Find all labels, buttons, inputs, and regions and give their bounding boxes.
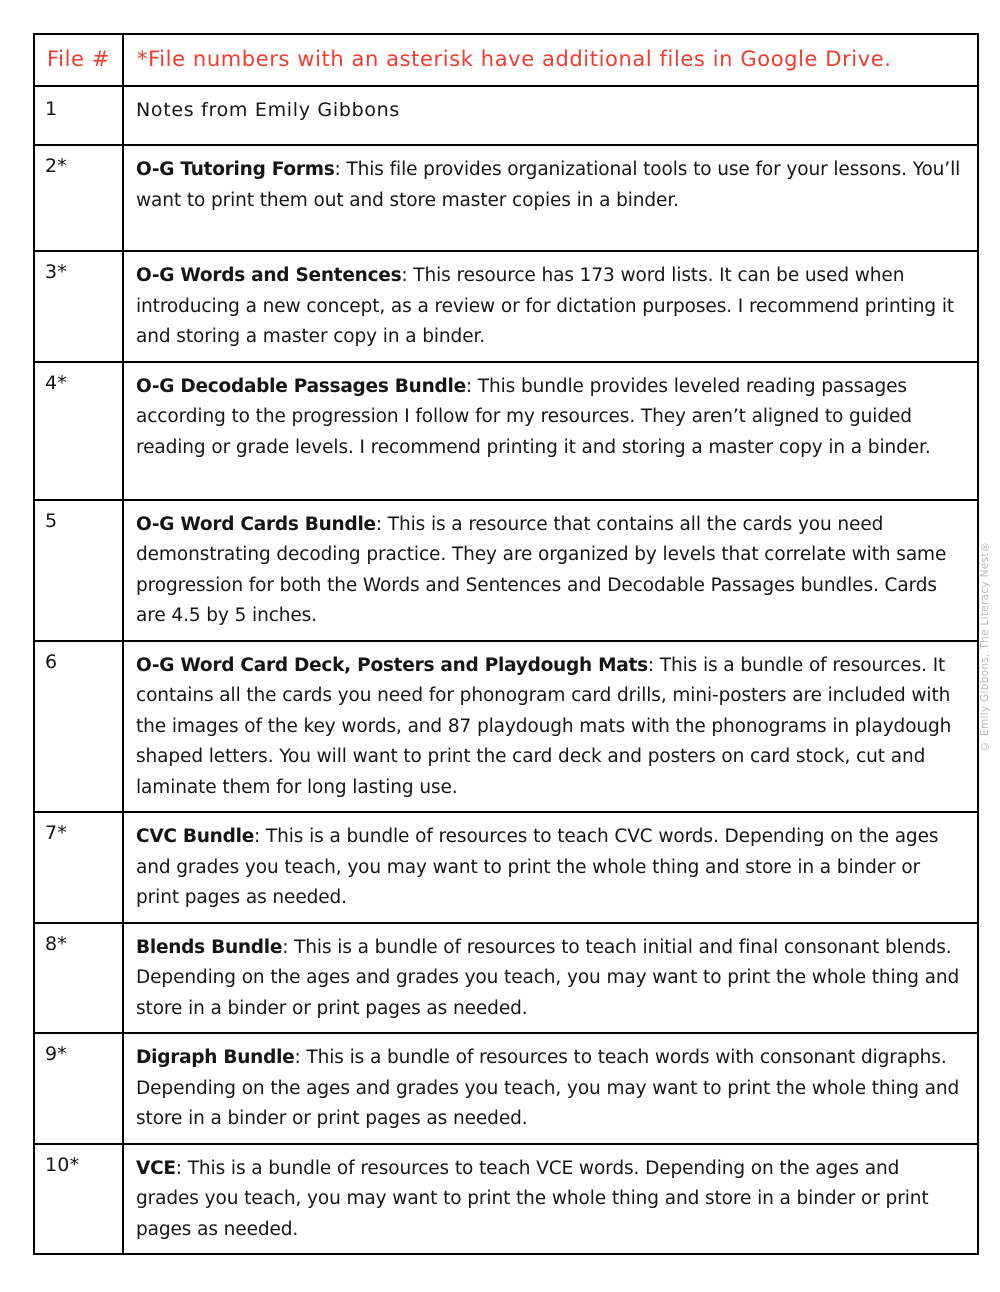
header-file-number-label: File # (47, 47, 111, 71)
row-description-cell (123, 1033, 978, 1144)
row-description-cell (123, 145, 978, 251)
row-number: 7* (45, 822, 67, 844)
row-number-cell (34, 812, 123, 923)
row-description-cell (123, 362, 978, 500)
row-label: O-G Words and Sentences (136, 265, 402, 286)
row-body-text: This is a bundle of resources to teach initial and final consonant blends. Depending on the ages and grades you teach, you may want to print the whole thing and store in a binder or print pages as needed. (136, 936, 960, 1019)
row-label-separator: : (334, 159, 341, 180)
row-label-separator: : (647, 654, 654, 676)
row-number: 3* (45, 261, 67, 283)
table-row (34, 1144, 978, 1255)
row-description-cell (123, 923, 978, 1034)
row-number: 6 (45, 650, 58, 673)
row-label: Blends Bundle (136, 936, 283, 958)
row-description-cell (123, 251, 978, 362)
row-body-text: This file provides organizational tools to use for your lessons. You’ll want to print them out and store master copies in a binder. (136, 159, 961, 211)
row-label: VCE (136, 1157, 176, 1179)
row-description (124, 87, 977, 131)
row-body-text: Notes from Emily Gibbons (136, 99, 401, 121)
row-number-cell (34, 500, 123, 641)
row-label-separator: : (401, 265, 408, 286)
row-description (124, 813, 977, 922)
row-description-cell (123, 812, 978, 923)
row-label: O-G Decodable Passages Bundle (136, 375, 466, 397)
row-label: Digraph Bundle (136, 1047, 295, 1068)
table-row (34, 500, 978, 641)
row-number-cell (34, 86, 123, 145)
row-description (124, 501, 977, 640)
table-row (34, 641, 978, 813)
row-number-cell (34, 923, 123, 1034)
row-number: 4* (45, 371, 67, 394)
row-label-separator: : (375, 513, 382, 535)
row-number-cell (34, 641, 123, 813)
row-description (124, 1145, 977, 1254)
file-table-body (34, 34, 978, 1254)
row-number-cell (34, 145, 123, 251)
row-label: O-G Tutoring Forms (136, 159, 335, 180)
row-number-cell (34, 251, 123, 362)
table-row (34, 145, 978, 251)
row-body-text: This is a resource that contains all the cards you need demonstrating decoding practice. They are organized by levels that correlate with same progression for both the Words and Sentences and Decodable Passages bundles. Cards are 4.5 by 5 inches. (136, 513, 947, 626)
row-number: 9* (45, 1043, 67, 1065)
row-label: O-G Word Card Deck, Posters and Playdough Mats (136, 654, 648, 676)
row-description (124, 363, 977, 472)
row-description-cell (123, 86, 978, 145)
row-description-cell (123, 641, 978, 813)
file-list-table (33, 33, 979, 1255)
row-body-text: This is a bundle of resources to teach CVC words. Depending on the ages and grades you teach, you may want to print the whole thing and store in a binder or print pages as needed. (136, 826, 939, 908)
row-description (124, 924, 977, 1033)
row-description (124, 642, 977, 812)
row-description (124, 252, 977, 361)
row-number: 10* (45, 1153, 80, 1176)
header-cell-note (123, 34, 978, 86)
copyright-text: © Emily Gibbons, The Literacy Nest® (979, 540, 991, 752)
row-body-text: This is a bundle of resources to teach words with consonant digraphs. Depending on the ages and grades you teach, you may want to print the whole thing and store in a binder or print pages as needed. (136, 1047, 960, 1129)
row-body-text: This resource has 173 word lists. It can be used when introducing a new concept, as a review or for dictation purposes. I recommend printing it and storing a master copy in a binder. (136, 265, 955, 347)
row-label-separator: : (282, 936, 289, 958)
table-row (34, 812, 978, 923)
row-body-text: This bundle provides leveled reading passages according to the progression I follow for my resources. They aren’t aligned to guided reading or grade levels. I recommend printing it and storing a master copy in a binder. (136, 375, 931, 458)
row-description-cell (123, 1144, 978, 1255)
row-label-separator: : (175, 1157, 182, 1179)
table-row (34, 923, 978, 1034)
row-label-separator: : (465, 375, 473, 397)
row-number-cell (34, 362, 123, 500)
row-body-text: This is a bundle of resources to teach VCE words. Depending on the ages and grades you teach, you may want to print the whole thing and store in a binder or print pages as needed. (136, 1157, 929, 1240)
row-number: 1 (45, 98, 58, 120)
header-cell-file-number (34, 34, 123, 86)
table-row (34, 251, 978, 362)
row-description (124, 146, 977, 224)
row-number-cell (34, 1033, 123, 1144)
row-label: O-G Word Cards Bundle (136, 513, 376, 535)
row-number: 5 (45, 509, 58, 532)
header-asterisk-note: *File numbers with an asterisk have additional files in Google Drive. (137, 47, 892, 71)
row-description (124, 1034, 977, 1143)
table-row (34, 1033, 978, 1144)
row-label-separator: : (294, 1047, 301, 1068)
row-number: 8* (45, 932, 67, 955)
table-header-row (34, 34, 978, 86)
table-row (34, 86, 978, 145)
table-row (34, 362, 978, 500)
row-label-separator: : (254, 826, 261, 847)
row-number: 2* (45, 155, 67, 177)
row-number-cell (34, 1144, 123, 1255)
row-label: CVC Bundle (136, 826, 254, 847)
row-description-cell (123, 500, 978, 641)
row-body-text: This is a bundle of resources. It contains all the cards you need for phonogram card drills, mini-posters are included with the images of the key words, and 87 playdough mats with the phonograms in playdough shaped letters. You will want to print the card deck and posters on card stock, cut and laminate them for long lasting use. (136, 654, 952, 798)
